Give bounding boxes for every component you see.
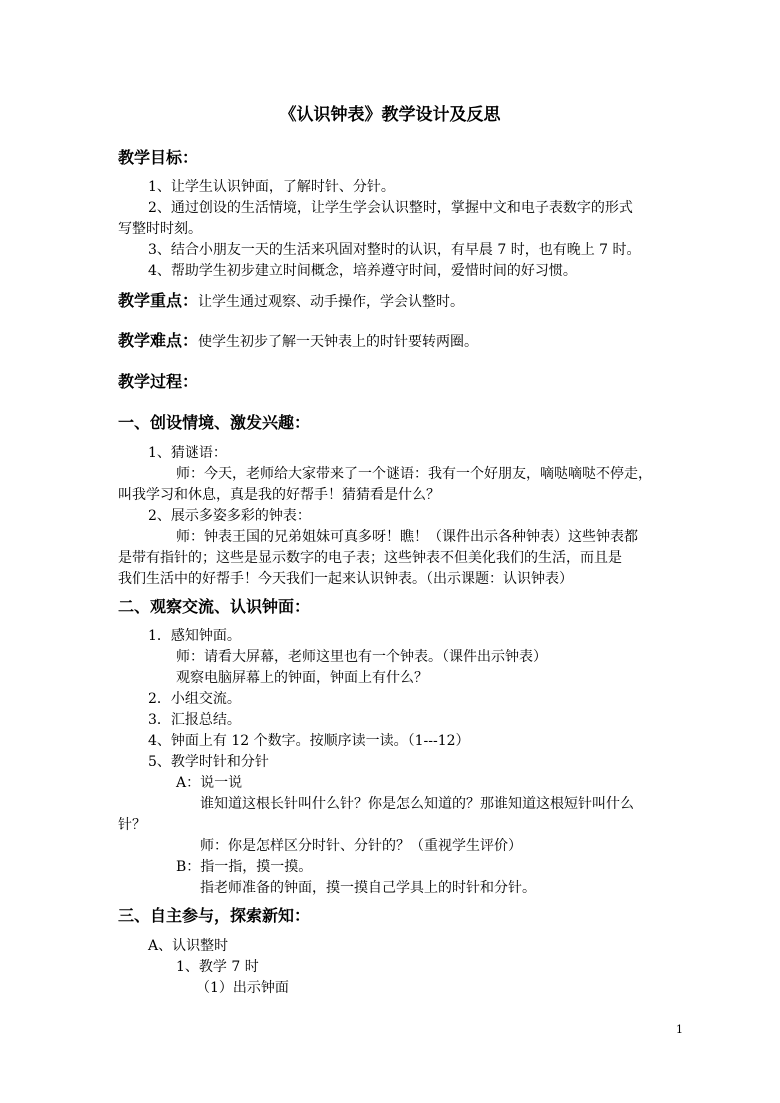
- objective-item-continuation: 写整时时刻。: [118, 221, 202, 237]
- objective-item: 2、通过创设的生活情境，让学生学会认识整时，掌握中文和电子表数字的形式: [148, 200, 633, 216]
- section2-line: 4、钟面上有 12 个数字。按顺序读一读。（1---12）: [148, 733, 470, 749]
- section2-line: 观察电脑屏幕上的钟面，钟面上有什么？: [176, 670, 428, 686]
- section1-line: 2、展示多姿多彩的钟表：: [148, 508, 311, 524]
- process-heading: 教学过程：: [118, 372, 199, 391]
- section1-line: 是带有指针的；这些是显示数字的电子表；这些钟表不但美化我们的生活，而且是: [118, 550, 622, 566]
- section2-line: 5、教学时针和分针: [148, 754, 269, 770]
- section3-line: 1、教学 7 时: [176, 959, 259, 975]
- section2-line: 谁知道这根长针叫什么针？你是怎么知道的？那谁知道这根短针叫什么: [200, 796, 634, 812]
- section1-line: 我们生活中的好帮手！今天我们一起来认识钟表。（出示课题：认识钟表）: [118, 571, 573, 587]
- section2-line: 1．感知钟面。: [148, 628, 241, 644]
- section3-line: （1）出示钟面: [196, 980, 289, 996]
- section1-line: 师：今天，老师给大家带来了一个谜语：我有一个好朋友，嘀哒嘀哒不停走，: [176, 466, 652, 482]
- difficulty-line: [118, 328, 478, 355]
- section1-line: 师：钟表王国的兄弟姐妹可真多呀！瞧！（课件出示各种钟表）这些钟表都: [176, 529, 638, 545]
- key-point-line: [118, 288, 464, 315]
- section1-heading: 一、创设情境、激发兴趣：: [118, 413, 311, 432]
- objectives-heading: 教学目标：: [118, 148, 199, 167]
- section1-line: 1、猜谜语：: [148, 445, 227, 461]
- key-point-text: 让学生通过观察、动手操作，学会认整时。: [198, 294, 465, 310]
- section2-line: A：说一说: [176, 775, 243, 791]
- section2-line: 针？: [118, 817, 146, 833]
- document-title: 《认识钟表》教学设计及反思: [279, 105, 501, 125]
- section2-line: 3．汇报总结。: [148, 712, 241, 728]
- section2-heading: 二、观察交流、认识钟面：: [118, 597, 311, 616]
- objective-item: 4、帮助学生初步建立时间概念，培养遵守时间，爱惜时间的好习惯。: [148, 263, 577, 279]
- key-point-heading: 教学重点：: [118, 291, 199, 310]
- difficulty-text: 使学生初步了解一天钟表上的时针要转两圈。: [198, 334, 479, 350]
- section2-line: 师：请看大屏幕，老师这里也有一个钟表。（课件出示钟表）: [176, 649, 547, 665]
- objective-item: 1、让学生认识钟面，了解时针、分针。: [148, 179, 395, 195]
- objective-item: 3、结合小朋友一天的生活来巩固对整时的认识，有早晨 7 时，也有晚上 7 时。: [148, 242, 641, 258]
- section3-line: A、认识整时: [148, 938, 229, 954]
- section2-line: 指老师准备的钟面，摸一摸自己学具上的时针和分针。: [200, 880, 536, 896]
- section2-line: 师：你是怎样区分时针、分针的？（重视学生评价）: [200, 838, 522, 854]
- section2-line: B：指一指，摸一摸。: [176, 859, 313, 875]
- section3-heading: 三、自主参与，探索新知：: [118, 906, 311, 925]
- difficulty-heading: 教学难点：: [118, 331, 199, 350]
- section1-line: 叫我学习和休息，真是我的好帮手！猜猜看是什么？: [118, 487, 440, 503]
- section2-line: 2．小组交流。: [148, 691, 241, 707]
- page-number: 1: [676, 1023, 683, 1036]
